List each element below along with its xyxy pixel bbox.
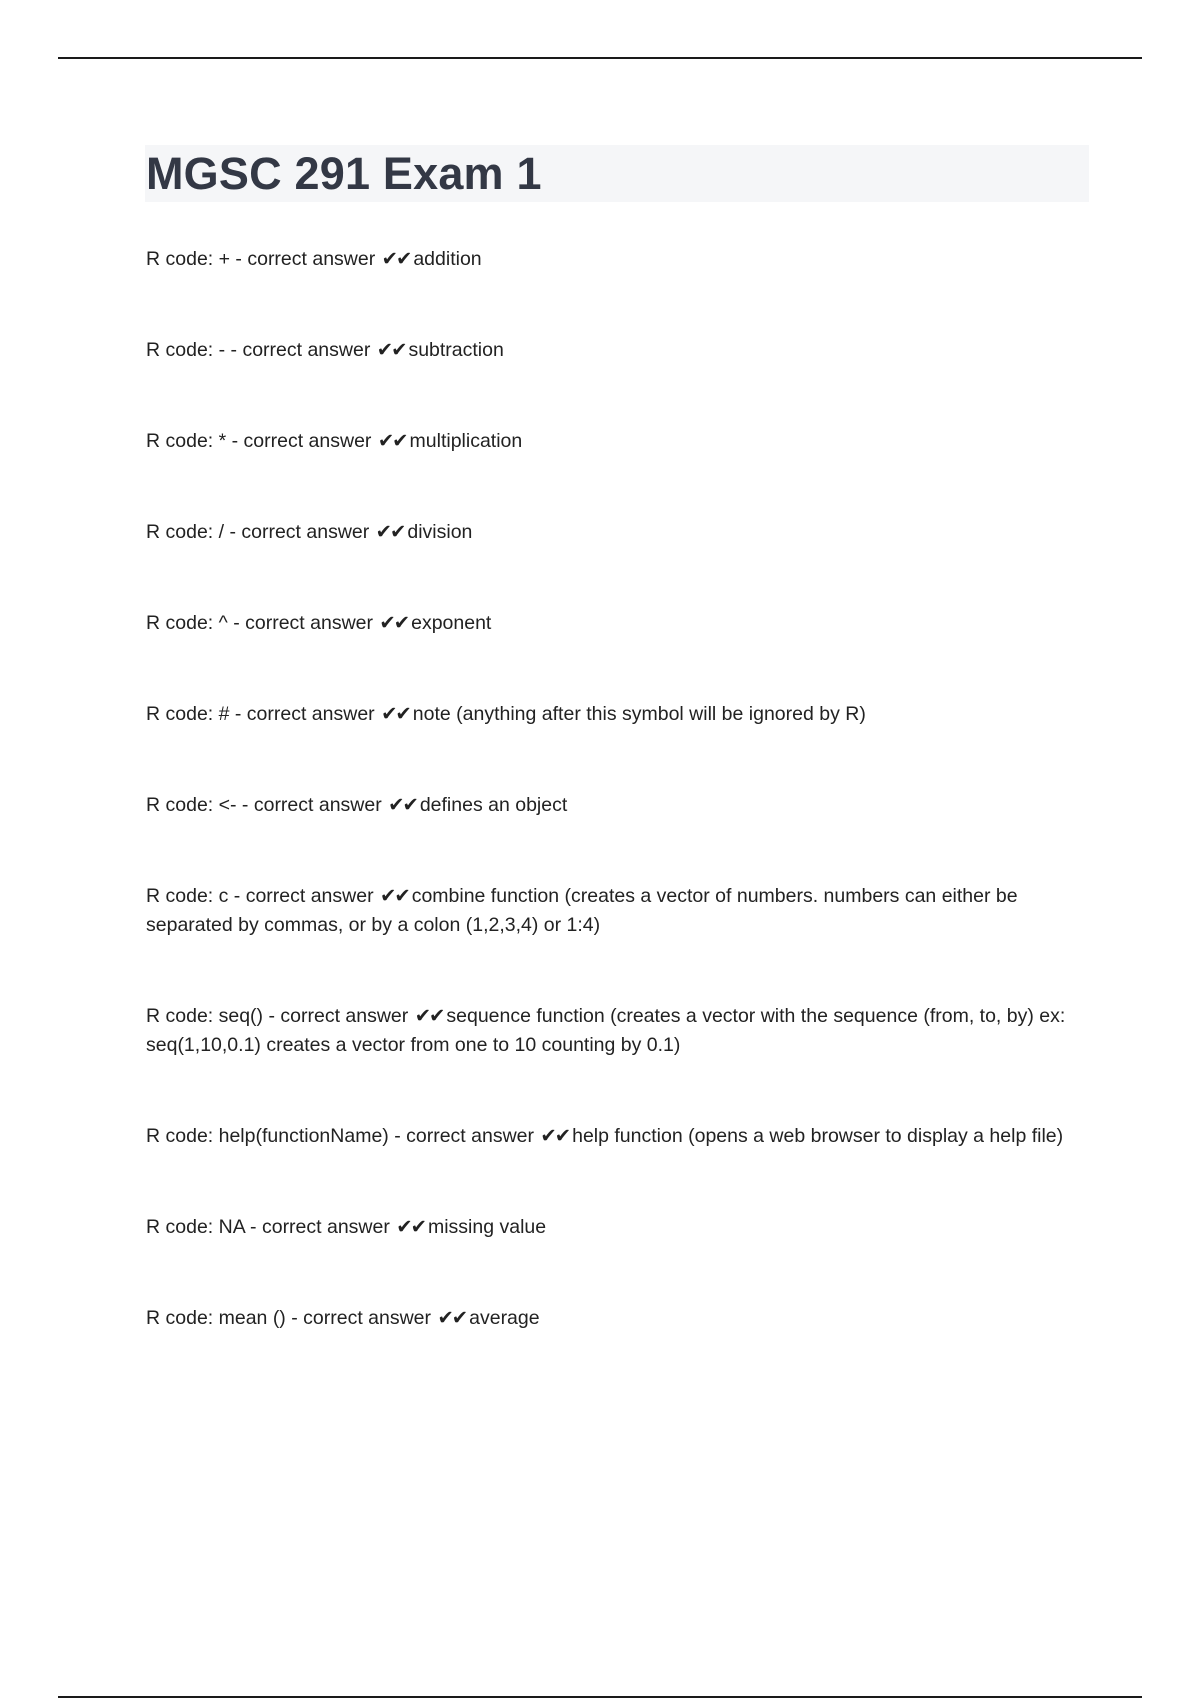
qa-answer: combine function (creates a vector of numbers. numbers can either be separated by commas, or by a colon (1,2,3,4) or 1:4) [146, 885, 1018, 936]
qa-item [146, 700, 1076, 729]
qa-question: R code: NA [146, 1216, 245, 1238]
checkmark-icon: ✔✔ [379, 612, 409, 634]
checkmark-icon: ✔✔ [414, 1005, 444, 1027]
qa-question: R code: mean () [146, 1307, 286, 1329]
qa-question: R code: + [146, 248, 231, 270]
qa-question: R code: - [146, 339, 226, 361]
qa-answer: defines an object [419, 794, 568, 816]
qa-question: R code: <- [146, 794, 237, 816]
checkmark-icon: ✔✔ [396, 1216, 425, 1238]
qa-question: R code: * [146, 430, 227, 452]
page-title: MGSC 291 Exam 1 [146, 148, 542, 199]
qa-answer: exponent [411, 612, 492, 634]
top-rule [58, 57, 1142, 59]
qa-separator: - correct answer [227, 612, 379, 634]
qa-item [146, 1304, 1076, 1333]
checkmark-icon: ✔✔ [388, 794, 417, 816]
checkmark-icon: ✔✔ [377, 430, 407, 452]
qa-separator: - correct answer [230, 248, 381, 270]
checkmark-icon: ✔✔ [437, 1307, 467, 1329]
qa-answer: note (anything after this symbol will be ignored by R) [412, 703, 866, 725]
qa-answer: division [407, 521, 473, 543]
qa-item [146, 245, 1076, 274]
qa-separator: - correct answer [226, 430, 377, 452]
qa-answer: missing value [427, 1216, 547, 1238]
qa-answer: average [469, 1307, 540, 1329]
qa-item [146, 609, 1076, 638]
qa-answer: addition [413, 248, 482, 270]
qa-question: R code: seq() [146, 1005, 264, 1027]
qa-separator: - correct answer [263, 1005, 414, 1027]
bottom-rule [58, 1696, 1142, 1698]
qa-question: R code: / [146, 521, 225, 543]
checkmark-icon: ✔✔ [380, 885, 409, 907]
qa-item [146, 1213, 1076, 1242]
qa-separator: - correct answer [225, 339, 376, 361]
qa-question: R code: ^ [146, 612, 228, 634]
qa-answer: multiplication [409, 430, 523, 452]
qa-item [146, 427, 1076, 456]
qa-answer: help function (opens a web browser to display a help file) [572, 1125, 1064, 1147]
qa-item [146, 336, 1076, 365]
checkmark-icon: ✔✔ [375, 521, 405, 543]
qa-separator: - correct answer [285, 1307, 437, 1329]
checkmark-icon: ✔✔ [376, 339, 406, 361]
qa-separator: - correct answer [244, 1216, 396, 1238]
qa-question: R code: help(functionName) [146, 1125, 389, 1147]
qa-item [146, 1002, 1076, 1060]
qa-question: R code: c [146, 885, 229, 907]
qa-answer: subtraction [408, 339, 504, 361]
qa-item [146, 791, 1076, 820]
qa-separator: - correct answer [388, 1125, 540, 1147]
qa-question: R code: # [146, 703, 230, 725]
qa-separator: - correct answer [229, 703, 381, 725]
qa-separator: - correct answer [228, 885, 379, 907]
checkmark-icon: ✔✔ [540, 1125, 570, 1147]
qa-separator: - correct answer [236, 794, 388, 816]
qa-list [146, 245, 1076, 1395]
qa-item [146, 518, 1076, 547]
qa-item [146, 882, 1076, 940]
qa-separator: - correct answer [224, 521, 375, 543]
qa-answer: sequence function (creates a vector with the sequence (from, to, by) ex: seq(1,10,0.1) creates a vector from one to 10 counting by 0.1) [146, 1005, 1066, 1056]
qa-item [146, 1122, 1076, 1151]
checkmark-icon: ✔✔ [381, 703, 410, 725]
checkmark-icon: ✔✔ [381, 248, 411, 270]
